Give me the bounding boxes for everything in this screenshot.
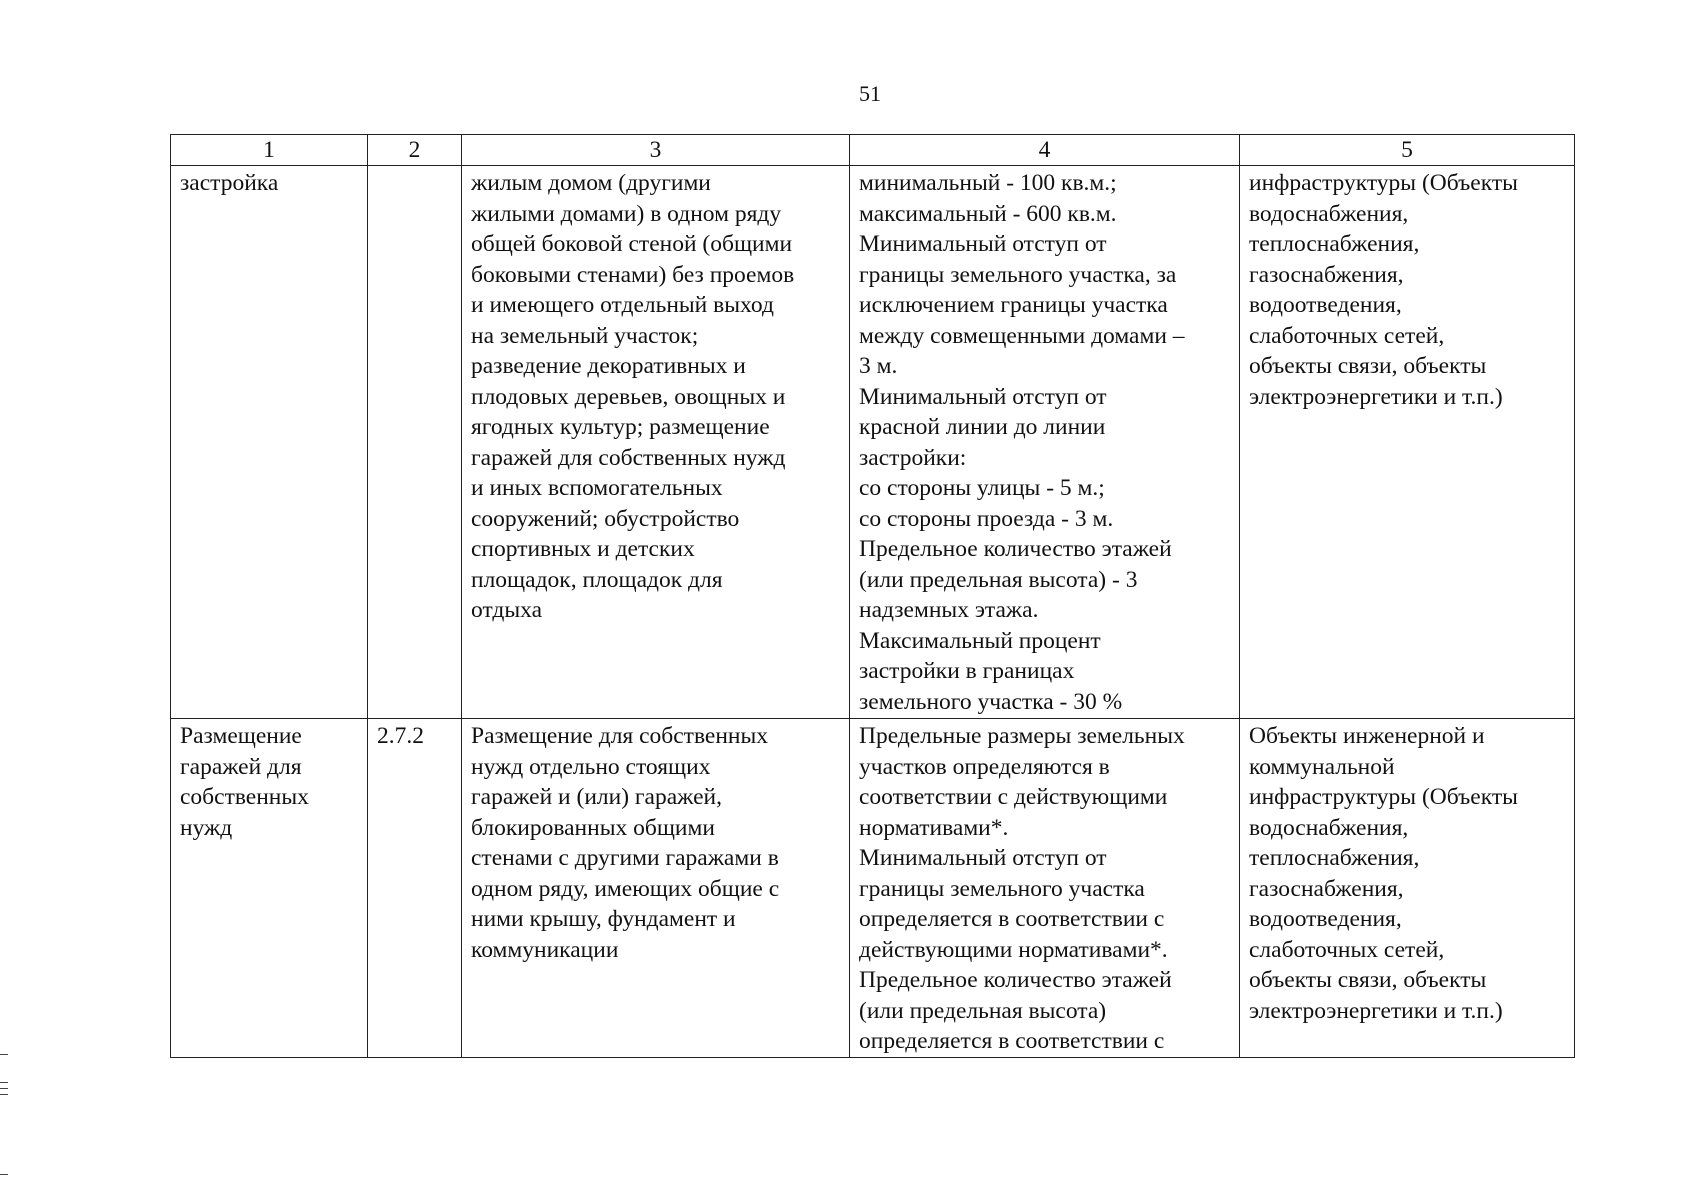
land-use-table (170, 134, 1575, 1058)
table-cell (462, 166, 850, 719)
table-cell (462, 719, 850, 1058)
column-header-2: 2 (368, 135, 462, 166)
table-cell (1240, 166, 1575, 719)
cell-infrastructure: Объекты инженерной и коммунальной инфраструктуры (Объекты водоснабжения, теплоснабжения, газоснабжения, водоотведения, слаботочных сетей, объекты связи, объекты электроэнергетики и т.п.) (1249, 723, 1518, 1024)
scan-margin-mark (0, 1174, 8, 1175)
scan-margin-mark (0, 1094, 8, 1095)
page-number: 51 (859, 81, 881, 106)
column-header-5: 5 (1240, 135, 1575, 166)
cell-infrastructure: инфраструктуры (Объекты водоснабжения, теплоснабжения, газоснабжения, водоотведения, слаботочных сетей, объекты связи, объекты электроэнергетики и т.п.) (1249, 170, 1518, 410)
table-cell (171, 719, 368, 1058)
cell-parameters: Предельные размеры земельных участков определяются в соответствии с действующими нормативами*. Минимальный отступ от границы земельного участка определяется в соответствии с действующими нормативами*. Предельное количество этажей (или предельная высота) определяется в соответствии с (859, 723, 1185, 1054)
column-header-1: 1 (171, 135, 368, 166)
scan-margin-mark (0, 1082, 8, 1083)
column-header-3: 3 (462, 135, 850, 166)
scan-margin-mark (0, 1088, 8, 1089)
table-row (171, 166, 1575, 719)
scan-margin-mark (0, 1054, 8, 1055)
table-cell (1240, 719, 1575, 1058)
cell-use-name: застройка (180, 170, 279, 196)
cell-code: 2.7.2 (377, 723, 424, 749)
table-cell (171, 166, 368, 719)
table-cell (368, 166, 462, 719)
table-cell (850, 719, 1240, 1058)
cell-use-name: Размещение гаражей для собственных нужд (180, 723, 309, 841)
cell-code (377, 166, 452, 168)
table-header-row (171, 135, 1575, 166)
table-row (171, 719, 1575, 1058)
table-cell (368, 719, 462, 1058)
table-cell (850, 166, 1240, 719)
column-header-4: 4 (850, 135, 1240, 166)
cell-parameters: минимальный - 100 кв.м.; максимальный - 600 кв.м. Минимальный отступ от границы земельного участка, за исключением границы участка между совмещенными домами – 3 м. Минимальный отступ от красной линии до линии застройки: со стороны улицы - 5 м.; со стороны проезда - 3 м. Предельное количество этажей (или предельная высота) - 3 надземных этажа. Максимальный процент застройки в границах земельного участка - 30 % (859, 170, 1185, 715)
cell-description: Размещение для собственных нужд отдельно стоящих гаражей и (или) гаражей, блокированных общими стенами с другими гаражами в одном ряду, имеющих общие с ними крышу, фундамент и коммуникации (471, 723, 780, 963)
cell-description: жилым домом (другими жилыми домами) в одном ряду общей боковой стеной (общими боковыми стенами) без проемов и имеющего отдельный выход на земельный участок; разведение декоративных и плодовых деревьев, овощных и ягодных культур; размещение гаражей для собственных нужд и иных вспомогательных сооружений; обустройство спортивных и детских площадок, площадок для отдыха (471, 170, 795, 623)
